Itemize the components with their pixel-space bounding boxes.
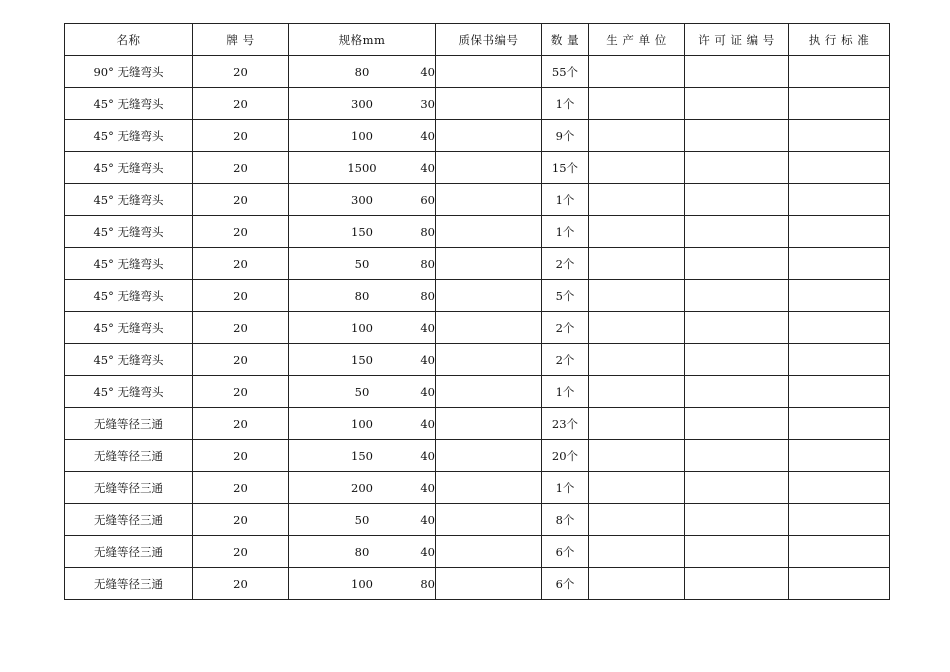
table-row (65, 536, 890, 568)
cell-grade: 20 (193, 248, 289, 280)
cell-standard (789, 248, 890, 280)
cell-qty: 55个 (542, 56, 589, 88)
header-name: 名称 (65, 24, 193, 56)
cell-spec (289, 536, 436, 568)
cell-standard (789, 152, 890, 184)
spec-size: 300 (351, 96, 373, 111)
cell-name: 45° 无缝弯头 (65, 152, 193, 184)
cell-cert-no (436, 88, 542, 120)
spec-size: 50 (354, 512, 370, 527)
spec-thickness: 40 (420, 512, 435, 527)
header-qty: 数 量 (542, 24, 589, 56)
table-row (65, 344, 890, 376)
spec-size: 150 (351, 224, 373, 239)
cell-standard (789, 216, 890, 248)
cell-spec (289, 248, 436, 280)
cell-name: 无缝等径三通 (65, 536, 193, 568)
cell-grade: 20 (193, 568, 289, 600)
table-row (65, 216, 890, 248)
cell-license (685, 568, 789, 600)
cell-name: 无缝等径三通 (65, 568, 193, 600)
cell-standard (789, 184, 890, 216)
table-row (65, 56, 890, 88)
cell-grade: 20 (193, 344, 289, 376)
header-license: 许 可 证 编 号 (685, 24, 789, 56)
spec-thickness: 80 (420, 288, 435, 303)
cell-maker (589, 152, 685, 184)
cell-spec (289, 376, 436, 408)
table-row (65, 280, 890, 312)
cell-maker (589, 376, 685, 408)
cell-maker (589, 408, 685, 440)
cell-maker (589, 120, 685, 152)
header-spec: 规格mm (289, 24, 436, 56)
spec-thickness: 40 (420, 128, 435, 143)
cell-qty: 9个 (542, 120, 589, 152)
cell-grade: 20 (193, 216, 289, 248)
cell-name: 90° 无缝弯头 (65, 56, 193, 88)
spec-thickness: 30 (420, 96, 435, 111)
spec-size: 50 (354, 384, 370, 399)
cell-license (685, 280, 789, 312)
table-body (65, 56, 890, 600)
cell-cert-no (436, 408, 542, 440)
cell-standard (789, 88, 890, 120)
cell-spec (289, 152, 436, 184)
table-row (65, 376, 890, 408)
spec-size: 100 (351, 320, 373, 335)
cell-name: 45° 无缝弯头 (65, 344, 193, 376)
cell-maker (589, 472, 685, 504)
table-row (65, 312, 890, 344)
table-row (65, 440, 890, 472)
cell-maker (589, 504, 685, 536)
spec-size: 200 (351, 480, 373, 495)
cell-license (685, 120, 789, 152)
cell-standard (789, 472, 890, 504)
spec-thickness: 80 (420, 256, 435, 271)
cell-standard (789, 280, 890, 312)
cell-spec (289, 568, 436, 600)
cell-grade: 20 (193, 152, 289, 184)
cell-name: 45° 无缝弯头 (65, 88, 193, 120)
table-row (65, 504, 890, 536)
cell-name: 无缝等径三通 (65, 472, 193, 504)
cell-maker (589, 248, 685, 280)
cell-standard (789, 536, 890, 568)
cell-license (685, 376, 789, 408)
cell-cert-no (436, 376, 542, 408)
spec-thickness: 40 (420, 416, 435, 431)
cell-qty: 20个 (542, 440, 589, 472)
cell-standard (789, 376, 890, 408)
cell-name: 无缝等径三通 (65, 440, 193, 472)
header-grade: 牌 号 (193, 24, 289, 56)
cell-license (685, 312, 789, 344)
cell-license (685, 440, 789, 472)
cell-grade: 20 (193, 504, 289, 536)
cell-qty: 2个 (542, 248, 589, 280)
cell-grade: 20 (193, 280, 289, 312)
cell-cert-no (436, 120, 542, 152)
cell-maker (589, 344, 685, 376)
cell-standard (789, 120, 890, 152)
spec-size: 100 (351, 576, 373, 591)
cell-spec (289, 280, 436, 312)
cell-grade: 20 (193, 120, 289, 152)
cell-maker (589, 568, 685, 600)
cell-grade: 20 (193, 440, 289, 472)
cell-standard (789, 504, 890, 536)
header-maker: 生 产 单 位 (589, 24, 685, 56)
table-row (65, 88, 890, 120)
spec-thickness: 40 (420, 448, 435, 463)
spec-size: 80 (354, 544, 370, 559)
cell-qty: 1个 (542, 472, 589, 504)
cell-name: 无缝等径三通 (65, 504, 193, 536)
cell-name: 45° 无缝弯头 (65, 376, 193, 408)
cell-standard (789, 568, 890, 600)
table-row (65, 472, 890, 504)
cell-qty: 15个 (542, 152, 589, 184)
spec-thickness: 40 (420, 160, 435, 175)
table-row (65, 568, 890, 600)
cell-license (685, 472, 789, 504)
cell-license (685, 88, 789, 120)
spec-thickness: 40 (420, 320, 435, 335)
header-cert-no: 质保书编号 (436, 24, 542, 56)
cell-license (685, 408, 789, 440)
cell-name: 无缝等径三通 (65, 408, 193, 440)
materials-table (64, 23, 890, 600)
cell-cert-no (436, 568, 542, 600)
cell-grade: 20 (193, 184, 289, 216)
spec-thickness: 40 (420, 64, 435, 79)
table-row (65, 184, 890, 216)
cell-license (685, 216, 789, 248)
table-row (65, 248, 890, 280)
spec-size: 80 (354, 64, 370, 79)
cell-license (685, 152, 789, 184)
cell-name: 45° 无缝弯头 (65, 120, 193, 152)
cell-spec (289, 312, 436, 344)
table-row (65, 120, 890, 152)
spec-size: 100 (351, 128, 373, 143)
cell-license (685, 184, 789, 216)
cell-qty: 1个 (542, 376, 589, 408)
cell-qty: 1个 (542, 216, 589, 248)
spec-thickness: 40 (420, 352, 435, 367)
spec-size: 300 (351, 192, 373, 207)
cell-license (685, 536, 789, 568)
cell-cert-no (436, 248, 542, 280)
cell-cert-no (436, 344, 542, 376)
spec-thickness: 40 (420, 544, 435, 559)
cell-maker (589, 312, 685, 344)
cell-qty: 2个 (542, 344, 589, 376)
cell-cert-no (436, 280, 542, 312)
cell-qty: 6个 (542, 568, 589, 600)
cell-grade: 20 (193, 88, 289, 120)
cell-cert-no (436, 536, 542, 568)
table-row (65, 408, 890, 440)
cell-qty: 5个 (542, 280, 589, 312)
cell-maker (589, 88, 685, 120)
spec-size: 150 (351, 352, 373, 367)
cell-grade: 20 (193, 56, 289, 88)
cell-spec (289, 408, 436, 440)
cell-spec (289, 440, 436, 472)
cell-cert-no (436, 504, 542, 536)
cell-qty: 1个 (542, 88, 589, 120)
spec-thickness: 60 (420, 192, 435, 207)
cell-license (685, 344, 789, 376)
cell-name: 45° 无缝弯头 (65, 184, 193, 216)
cell-spec (289, 120, 436, 152)
cell-grade: 20 (193, 376, 289, 408)
cell-cert-no (436, 216, 542, 248)
cell-grade: 20 (193, 536, 289, 568)
cell-maker (589, 536, 685, 568)
cell-cert-no (436, 152, 542, 184)
cell-cert-no (436, 440, 542, 472)
cell-maker (589, 216, 685, 248)
cell-spec (289, 88, 436, 120)
cell-standard (789, 440, 890, 472)
cell-maker (589, 56, 685, 88)
cell-maker (589, 184, 685, 216)
cell-grade: 20 (193, 408, 289, 440)
cell-spec (289, 504, 436, 536)
spec-thickness: 40 (420, 480, 435, 495)
cell-spec (289, 216, 436, 248)
spec-size: 100 (351, 416, 373, 431)
cell-cert-no (436, 312, 542, 344)
cell-standard (789, 344, 890, 376)
cell-grade: 20 (193, 312, 289, 344)
cell-license (685, 56, 789, 88)
table-row (65, 152, 890, 184)
spec-size: 80 (354, 288, 370, 303)
cell-standard (789, 312, 890, 344)
cell-name: 45° 无缝弯头 (65, 248, 193, 280)
cell-qty: 8个 (542, 504, 589, 536)
spec-thickness: 80 (420, 576, 435, 591)
cell-qty: 2个 (542, 312, 589, 344)
header-row (65, 24, 890, 56)
cell-standard (789, 408, 890, 440)
header-standard: 执 行 标 准 (789, 24, 890, 56)
cell-maker (589, 440, 685, 472)
cell-spec (289, 472, 436, 504)
cell-standard (789, 56, 890, 88)
cell-name: 45° 无缝弯头 (65, 312, 193, 344)
cell-maker (589, 280, 685, 312)
spec-size: 1500 (347, 160, 377, 175)
cell-cert-no (436, 472, 542, 504)
cell-grade: 20 (193, 472, 289, 504)
cell-cert-no (436, 56, 542, 88)
cell-qty: 23个 (542, 408, 589, 440)
cell-qty: 6个 (542, 536, 589, 568)
cell-license (685, 504, 789, 536)
cell-spec (289, 56, 436, 88)
spec-size: 150 (351, 448, 373, 463)
cell-name: 45° 无缝弯头 (65, 280, 193, 312)
cell-spec (289, 184, 436, 216)
cell-name: 45° 无缝弯头 (65, 216, 193, 248)
spec-thickness: 40 (420, 384, 435, 399)
cell-cert-no (436, 184, 542, 216)
spec-size: 50 (354, 256, 370, 271)
cell-license (685, 248, 789, 280)
cell-spec (289, 344, 436, 376)
cell-qty: 1个 (542, 184, 589, 216)
spec-thickness: 80 (420, 224, 435, 239)
